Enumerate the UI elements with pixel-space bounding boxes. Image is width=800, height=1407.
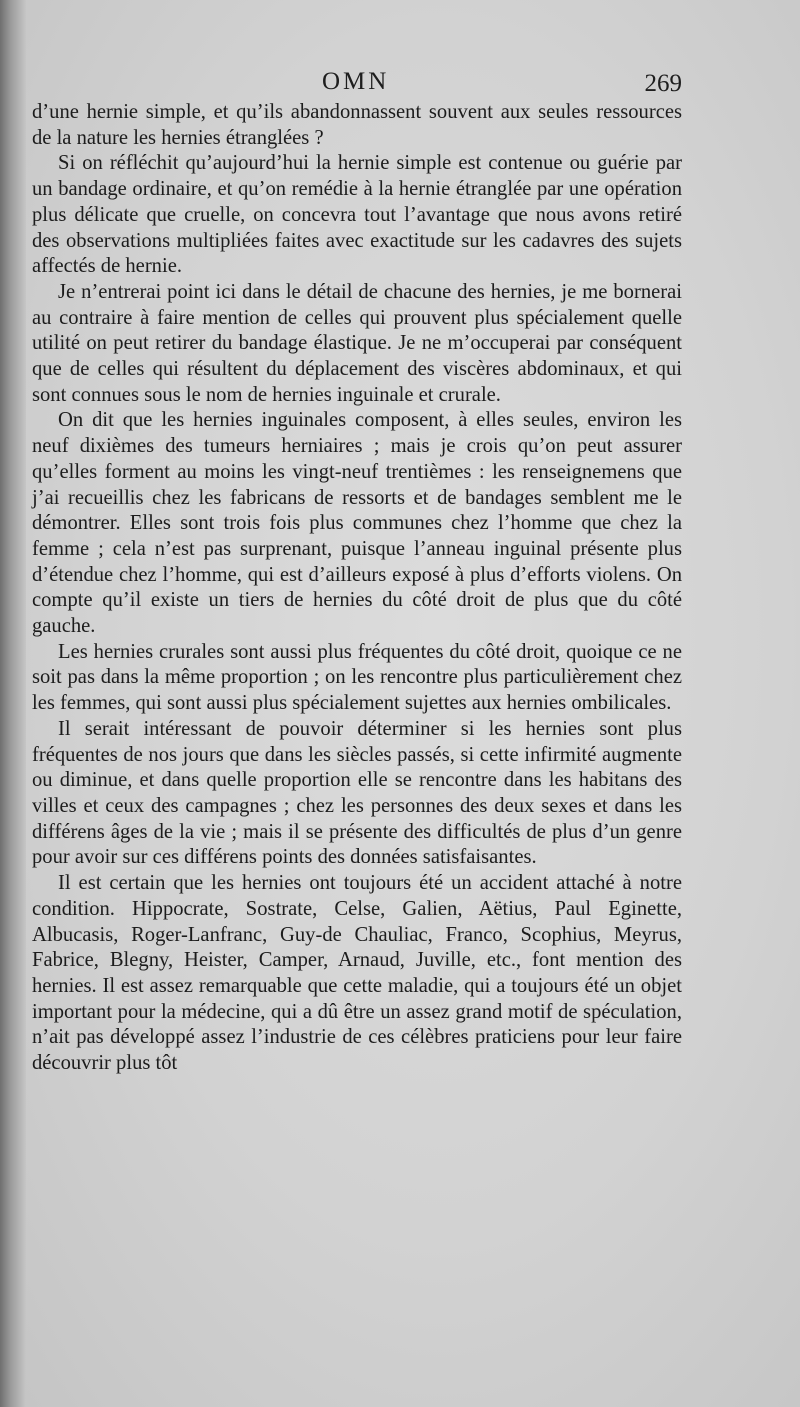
paragraph: Les hernies crurales sont aussi plus fréquentes du côté droit, quoique ce ne soit pas dans la même proportion ; on les rencontre plus particulièrement chez les femmes, qui sont aussi plus spécialement sujettes aux hernies ombilicales. — [32, 640, 682, 715]
paragraph: Si on réfléchit qu’aujourd’hui la hernie simple est contenue ou guérie par un bandage ordinaire, et qu’on remédie à la hernie étranglée par une opération plus délicate que cruelle, on concevra tout l’avantage que nous avons retiré des observations multipliées faites avec exactitude sur les cadavres des sujets affectés de hernie. — [32, 152, 682, 278]
paragraph: On dit que les hernies inguinales composent, à elles seules, environ les neuf dixièmes des tumeurs herniaires ; mais je crois qu’on peut assurer qu’elles forment au moins les vingt-neuf trentièmes : les renseignemens que j’ai recueillis chez les fabricans de ressorts et de bandages semblent me le démontrer. Elles sont trois fois plus communes chez l’homme que chez la femme ; cela n’est pas surprenant, puisque l’anneau inguinal présente plus d’étendue chez l’homme, qui est d’ailleurs exposé à plus d’efforts violens. On compte qu’il existe un tiers de hernies du côté droit de plus que du côté gauche. — [32, 409, 682, 638]
paragraph: Je n’entrerai point ici dans le détail de chacune des hernies, je me bornerai au contraire à faire mention de celles qui prouvent plus spécialement quelle utilité on peut retirer du bandage élastique. Je ne m’occuperai par conséquent que de celles qui résultent du déplacement des viscères abdominaux, et qui sont connues sous le nom de hernies inguinale et crurale. — [32, 280, 682, 406]
paragraph: Il est certain que les hernies ont toujours été un accident attaché à notre condition. Hippocrate, Sostrate, Celse, Galien, Aëtius, Paul Eginette, Albucasis, Roger-Lanfranc, Guy-de Chauliac, Franco, Scophius, Meyrus, Fabrice, Blegny, Heister, Camper, Arnaud, Juville, etc., font mention des hernies. Il est assez remarquable que cette maladie, qui a toujours été un objet important pour la médecine, qui a dû être un assez grand motif de spéculation, n’ait pas développé assez l’industrie de ces célèbres praticiens pour leur faire découvrir plus tôt — [32, 872, 682, 1075]
page-title: OMN — [322, 68, 390, 95]
page-number: 269 — [644, 70, 682, 97]
paragraph: d’une hernie simple, et qu’ils abandonnassent souvent aux seules ressources de la nature les hernies étranglées ? — [32, 101, 682, 149]
body-text — [32, 100, 682, 1077]
paragraph: Il serait intéressant de pouvoir déterminer si les hernies sont plus fréquentes de nos jours que dans les siècles passés, si cette infirmité augmente ou diminue, et dans quelle proportion elle se rencontre dans les habitans des villes et ceux des campagnes ; chez les personnes des deux sexes et dans les différens âges de la vie ; mais il se présente des difficultés de plus d’un genre pour avoir sur ces différens points des données satisfaisantes. — [32, 717, 682, 869]
running-head — [32, 64, 682, 100]
page-gutter-shadow — [0, 0, 26, 1407]
